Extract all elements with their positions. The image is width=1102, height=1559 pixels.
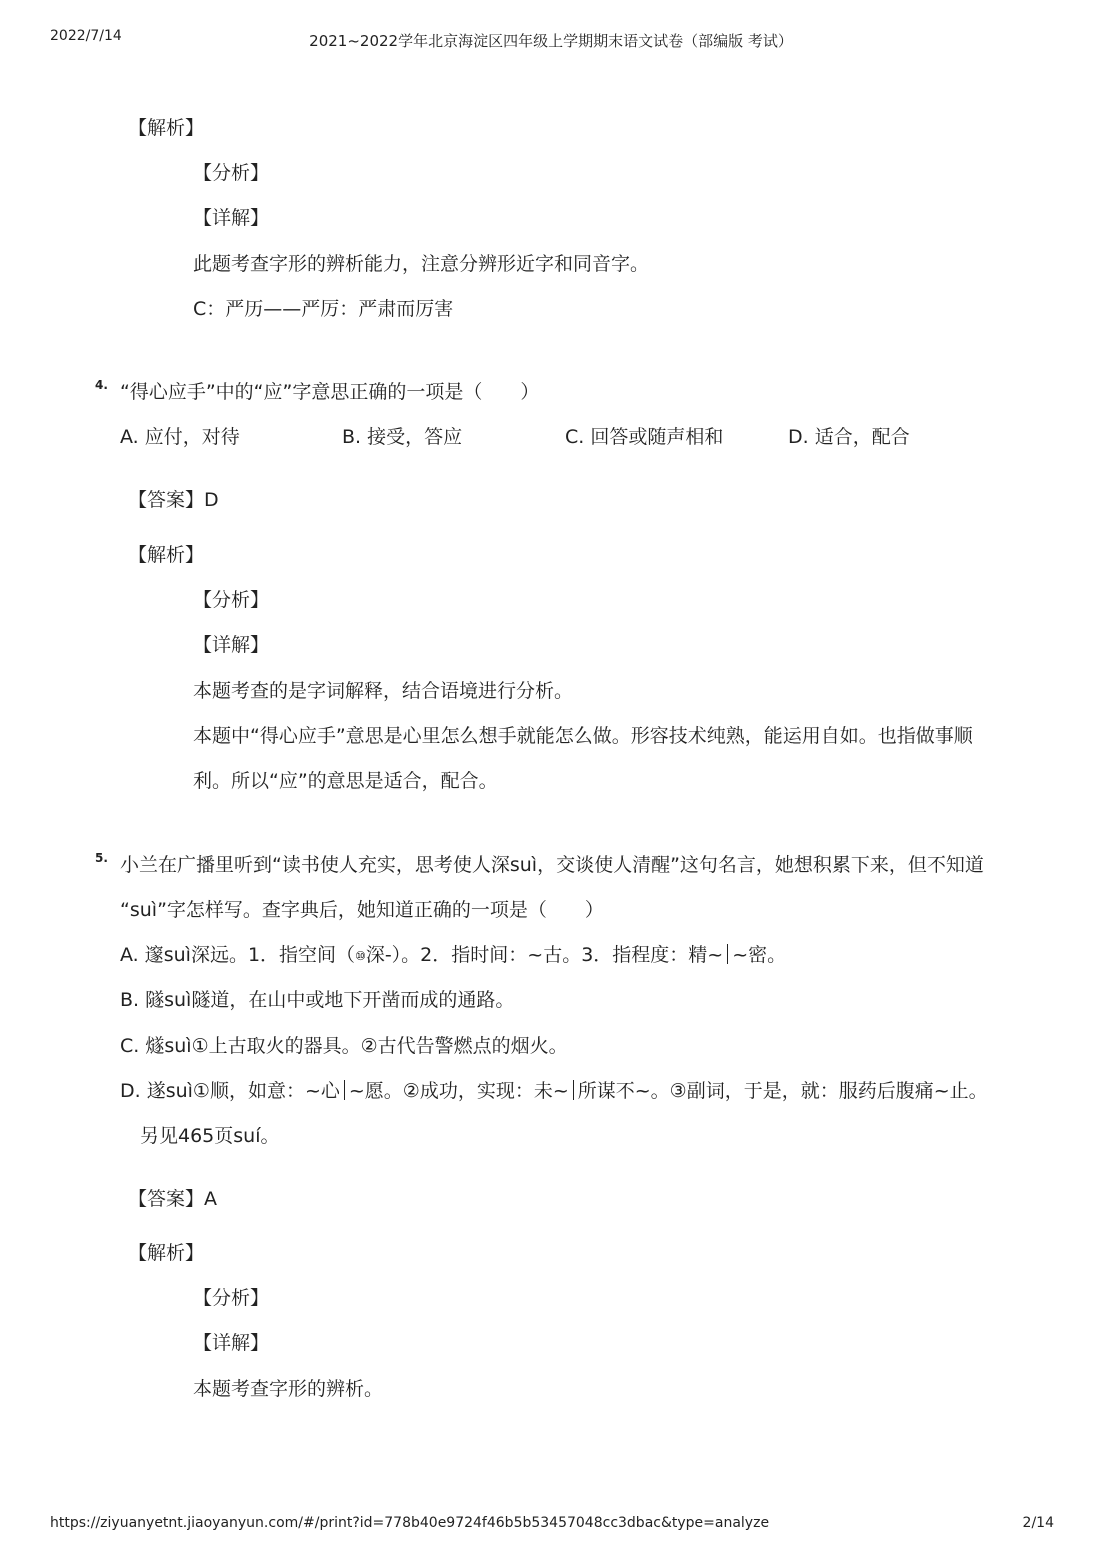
page-number: 2/14 bbox=[1022, 1515, 1054, 1531]
q5-option-a-part1: A. 邃suì深远。1．指空间（ bbox=[120, 944, 356, 966]
q4-answer-value: D bbox=[204, 489, 219, 511]
separator-bar bbox=[727, 944, 728, 964]
q4-fenxi-label: 【分析】 bbox=[193, 589, 270, 611]
page-url: https://ziyuanyetnt.jiaoyanyun.com/#/print?id=778b40e9724f46b5b53457048cc3dbac&type=analyze bbox=[50, 1515, 770, 1531]
q4-option-b: B. 接受，答应 bbox=[342, 426, 463, 448]
q5-option-a-circled-mark: ⑩ bbox=[355, 949, 366, 963]
q3-analysis-line-1: 此题考查字形的辨析能力，注意分辨形近字和同音字。 bbox=[193, 253, 650, 275]
q5-option-d bbox=[120, 1079, 988, 1103]
q5-stem-line-1: 小兰在广播里听到“读书使人充实，思考使人深suì，交谈使人清醒”这句名言，她想积累下来，但不知道 bbox=[120, 854, 984, 876]
q5-option-a bbox=[120, 943, 786, 968]
q5-fenxi-label: 【分析】 bbox=[193, 1287, 270, 1309]
q5-option-a-part3: ~密。 bbox=[732, 944, 787, 966]
q4-answer-label: 【答案】 bbox=[128, 489, 205, 511]
q5-option-d-part1: D. 遂suì①顺，如意：~心 bbox=[120, 1080, 340, 1102]
q5-option-d-part2: ~愿。②成功，实现：未~ bbox=[348, 1080, 569, 1102]
q4-option-d: D. 适合，配合 bbox=[788, 426, 910, 448]
q5-option-d-part3: 所谋不~。③副词，于是，就：服药后腹痛~止。 bbox=[577, 1080, 988, 1102]
q5-stem-line-2: “suì”字怎样写。查字典后，她知道正确的一项是（ ） bbox=[120, 899, 604, 921]
separator-bar bbox=[573, 1080, 574, 1100]
q4-answer bbox=[128, 488, 219, 512]
q4-analysis-line-1: 本题考查的是字词解释，结合语境进行分析。 bbox=[193, 680, 574, 702]
q5-xiangjie-label: 【详解】 bbox=[193, 1332, 270, 1354]
q5-answer-value: A bbox=[204, 1188, 218, 1210]
q4-stem: “得心应手”中的“应”字意思正确的一项是（ ） bbox=[120, 381, 540, 403]
q5-option-a-part2: 深-）。2．指时间：~古。3．指程度：精~ bbox=[365, 944, 724, 966]
q4-xiangjie-label: 【详解】 bbox=[193, 634, 270, 656]
q3-jiexi-label: 【解析】 bbox=[128, 117, 205, 139]
q5-jiexi-label: 【解析】 bbox=[128, 1242, 205, 1264]
q5-analysis-line-1: 本题考查字形的辨析。 bbox=[193, 1378, 384, 1400]
q4-number: 4. bbox=[95, 378, 108, 392]
q5-number: 5. bbox=[95, 851, 108, 865]
q3-analysis-line-2: C：严历——严厉：严肃而厉害 bbox=[193, 298, 454, 320]
q4-analysis-line-3: 利。所以“应”的意思是适合，配合。 bbox=[193, 770, 498, 792]
q4-option-a: A. 应付，对待 bbox=[120, 426, 240, 448]
separator-bar bbox=[344, 1080, 345, 1100]
q5-option-c: C. 燧suì①上古取火的器具。②古代告警燃点的烟火。 bbox=[120, 1035, 568, 1057]
q5-answer-label: 【答案】 bbox=[128, 1188, 205, 1210]
q4-jiexi-label: 【解析】 bbox=[128, 544, 205, 566]
q4-analysis-line-2: 本题中“得心应手”意思是心里怎么想手就能怎么做。形容技术纯熟，能运用自如。也指做事顺 bbox=[193, 725, 973, 747]
q5-option-b: B. 隧suì隧道，在山中或地下开凿而成的通路。 bbox=[120, 989, 515, 1011]
document-title: 2021~2022学年北京海淀区四年级上学期期末语文试卷（部编版 考试） bbox=[309, 32, 793, 50]
q3-fenxi-label: 【分析】 bbox=[193, 162, 270, 184]
q3-xiangjie-label: 【详解】 bbox=[193, 207, 270, 229]
q4-option-c: C. 回答或随声相和 bbox=[565, 426, 724, 448]
q5-option-d-line-2: 另见465页suí。 bbox=[140, 1125, 280, 1147]
q5-answer bbox=[128, 1187, 217, 1211]
print-date: 2022/7/14 bbox=[50, 28, 122, 44]
